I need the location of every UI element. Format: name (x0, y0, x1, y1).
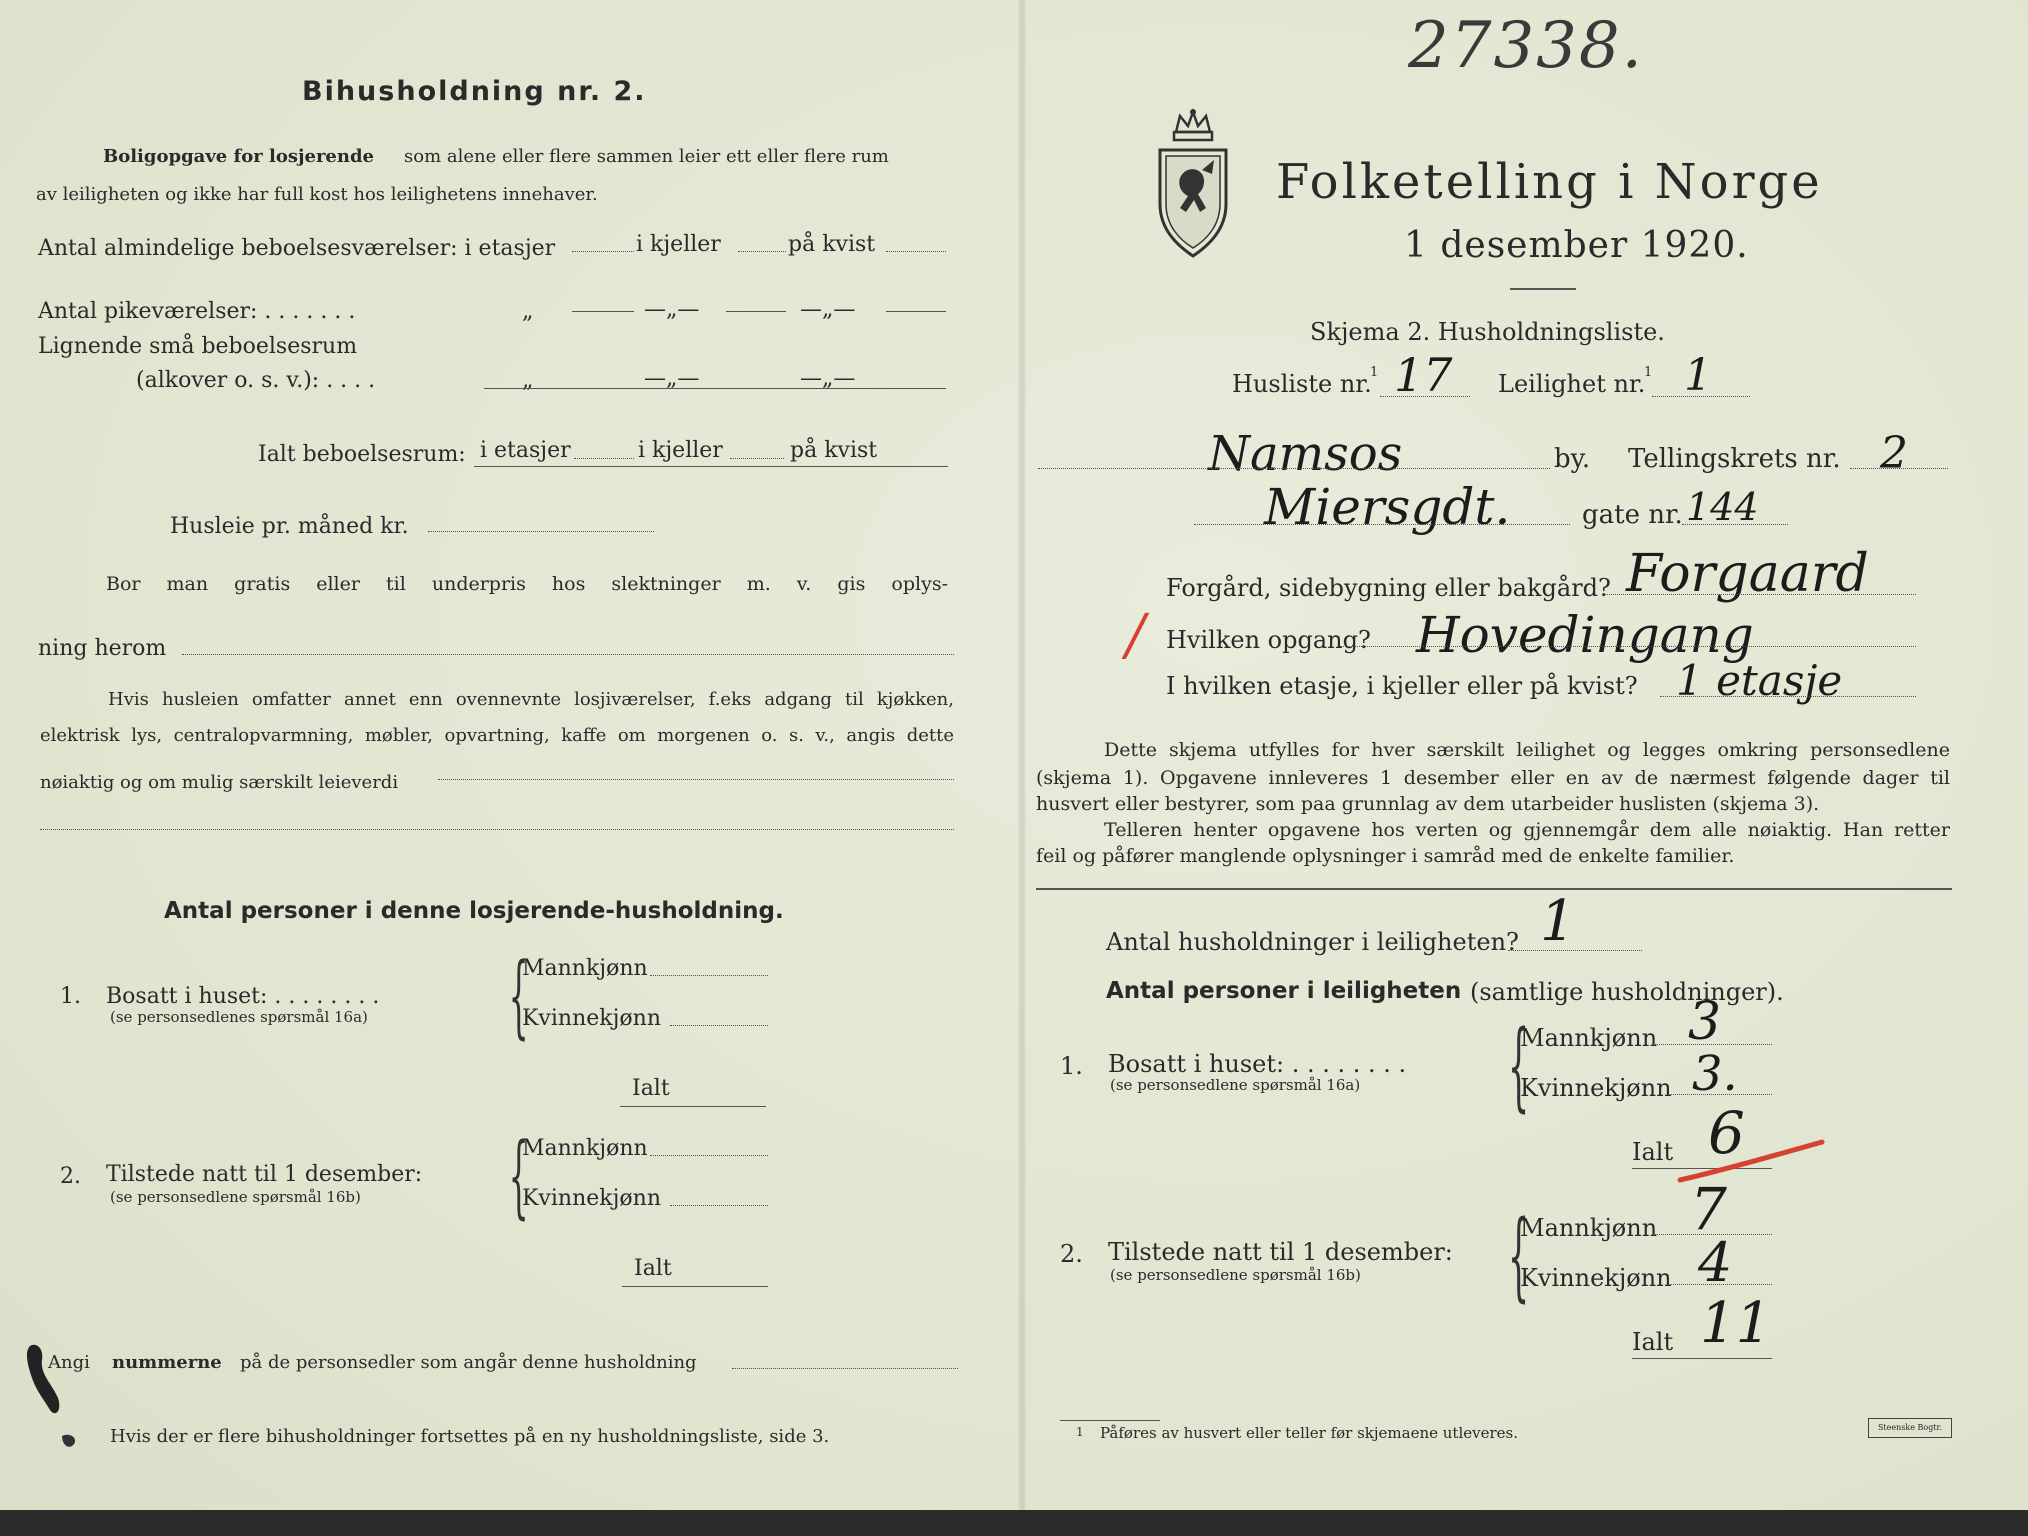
intro-line-2: av leiligheten og ikke har full kost hos leilighetens innehaver. (36, 184, 598, 205)
instr-line-3: husvert eller bestyrer, som paa grunnlag av dem utarbeider huslisten (skjema 3). (1036, 793, 1820, 815)
etasje-line (1660, 696, 1916, 697)
left-persons-heading: Antal personer i denne losjerende-husholdning. (164, 898, 784, 924)
footnote-rule (1060, 1420, 1160, 1421)
right-q2-kvinne-line (1668, 1284, 1772, 1285)
opgang-label: Hvilken opgang? (1166, 626, 1371, 654)
left-q1-ialt-label: Ialt (632, 1076, 670, 1101)
left-q1-ialt-line (620, 1106, 766, 1107)
intro-line-1: som alene eller flere sammen leier ett eller flere rum (404, 146, 889, 167)
town-value: Namsos (1208, 426, 1403, 482)
ialt-rooms-etasjer-line (574, 458, 634, 459)
extras-line-3-fill (438, 779, 954, 780)
intro-bold: Boligopgave for losjerende (103, 146, 375, 167)
left-q2-label: Tilstede natt til 1 desember: (106, 1162, 423, 1187)
right-q2-num: 2. (1060, 1240, 1083, 1268)
pike-dash-2: —„— (800, 297, 856, 322)
schema-line: Skjema 2. Husholdningsliste. (1310, 318, 1665, 346)
ialt-rooms-label: Ialt beboelsesrum: (258, 442, 466, 467)
krets-line (1850, 468, 1948, 469)
ialt-rooms-kvist: på kvist (790, 438, 878, 463)
gate-value: 144 (1686, 485, 1759, 529)
left-q2-brace: { (508, 1124, 529, 1229)
left-q2-kvinne-line (670, 1205, 768, 1206)
right-date: 1 desember 1920. (1404, 225, 1749, 266)
instr-line-4: Telleren henter opgavene hos verten og gjennemgår dem alle nøiaktig. Han retter (1104, 819, 1950, 841)
page-fold (1018, 0, 1026, 1510)
left-q2-mann-label: Mannkjønn (522, 1136, 648, 1161)
gratis-line (182, 654, 954, 655)
title-separator (1510, 288, 1576, 290)
extras-line-4 (40, 829, 954, 830)
right-q1-mann-label: Mannkjønn (1520, 1024, 1658, 1052)
gratis-line-1: Bor man gratis eller til underpris hos slektninger m. v. gis oplys- (106, 573, 948, 595)
right-q1-sub: (se personsedlene spørsmål 16a) (1110, 1076, 1361, 1094)
rooms-kjeller-label: i kjeller (636, 232, 721, 257)
right-q1-label: Bosatt i huset: . . . . . . . . (1108, 1050, 1407, 1078)
left-q1-mann-line (650, 975, 768, 976)
right-q1-ialt-label: Ialt (1632, 1138, 1674, 1166)
left-q1-brace: { (508, 944, 529, 1049)
forgaard-value: Forgaard (1626, 544, 1869, 604)
pike-line-1 (572, 311, 634, 312)
left-q1-num: 1. (60, 984, 81, 1009)
small-rooms-quote: „ (522, 368, 534, 393)
pike-quote: „ (522, 299, 534, 324)
right-q1-brace: { (1507, 1010, 1530, 1122)
street-value: Miersgdt. (1264, 478, 1511, 536)
husliste-line (1380, 396, 1470, 397)
persons-heading-bold: Antal personer i leiligheten (1106, 978, 1462, 1004)
instr-line-2: (skjema 1). Opgavene innleveres 1 desember eller en av de nærmest følgende dager til (1036, 767, 1950, 789)
archive-number: 27338. (1408, 9, 1644, 83)
rooms-etasjer-line (572, 251, 634, 252)
instr-line-5: feil og påfører manglende oplysninger i samråd med de enkelte familier. (1036, 845, 1735, 867)
households-line (1508, 950, 1642, 951)
left-q1-label: Bosatt i huset: . . . . . . . . (106, 984, 380, 1009)
right-q2-brace: { (1507, 1200, 1530, 1312)
rent-line (428, 531, 654, 532)
right-q2-ialt-label: Ialt (1632, 1328, 1674, 1356)
red-pencil-mark: / (1126, 603, 1145, 668)
gate-line (1682, 524, 1788, 525)
left-footer: Hvis der er flere bihusholdninger fortsettes på en ny husholdningsliste, side 3. (110, 1426, 830, 1447)
small-rooms-dash-1: —„— (644, 366, 700, 391)
pike-line-3 (886, 311, 946, 312)
leilighet-line (1652, 396, 1750, 397)
left-q2-mann-line (650, 1155, 768, 1156)
leilighet-value: 1 (1684, 350, 1712, 401)
right-q2-ialt-line (1632, 1358, 1772, 1359)
by-label: by. (1554, 444, 1591, 474)
numbers-line (732, 1368, 958, 1369)
printer-stamp: Steenske Bogtr. (1868, 1418, 1952, 1438)
pike-line-2 (726, 311, 786, 312)
rooms-kjeller-line (738, 251, 786, 252)
right-q2-kvinne-value: 4 (1698, 1231, 1733, 1294)
ialt-rooms-kjeller: i kjeller (638, 438, 723, 463)
left-q2-ialt-line (622, 1286, 768, 1287)
coat-of-arms-icon (1150, 108, 1236, 260)
small-rooms-line-2: (alkover o. s. v.): . . . . (136, 368, 376, 393)
numbers-pre: Angi (48, 1352, 90, 1373)
right-q1-ialt-value: 6 (1708, 1099, 1745, 1167)
ink-blot (22, 1340, 92, 1460)
right-q2-label: Tilstede natt til 1 desember: (1108, 1238, 1453, 1266)
rent-label: Husleie pr. måned kr. (170, 514, 409, 539)
right-q2-kvinne-label: Kvinnekjønn (1520, 1264, 1672, 1292)
right-q1-num: 1. (1060, 1052, 1083, 1080)
left-q2-sub: (se personsedlene spørsmål 16b) (110, 1188, 361, 1206)
instructions-separator (1036, 888, 1952, 890)
right-q1-kvinne-line (1668, 1094, 1772, 1095)
instr-line-1: Dette skjema utfylles for hver særskilt leilighet og legges omkring personsedlene (1104, 739, 1950, 761)
right-q1-kvinne-label: Kvinnekjønn (1520, 1074, 1672, 1102)
opgang-line (1340, 646, 1916, 647)
left-title: Bihusholdning nr. 2. (302, 76, 647, 107)
small-rooms-line-1: Lignende små beboelsesrum (38, 334, 358, 359)
rooms-label: Antal almindelige beboelsesværelser: i etasjer (38, 236, 556, 261)
extras-line-2: elektrisk lys, centralopvarmning, møbler, opvartning, kaffe om morgenen o. s. v., angis dette (40, 725, 954, 746)
right-title: Folketelling i Norge (1276, 154, 1823, 210)
footnote-text: Påføres av husvert eller teller før skjemaene utleveres. (1100, 1424, 1518, 1442)
footnote-mark: 1 (1076, 1425, 1084, 1439)
forgaard-label: Forgård, sidebygning eller bakgård? (1166, 574, 1611, 602)
ialt-rooms-underline (474, 466, 948, 467)
krets-label: Tellingskrets nr. (1628, 444, 1841, 474)
ialt-rooms-kjeller-line (730, 458, 784, 459)
households-label: Antal husholdninger i leiligheten? (1106, 928, 1519, 956)
left-q1-sub: (se personsedlenes spørsmål 16a) (110, 1008, 368, 1026)
left-q2-ialt-label: Ialt (634, 1256, 672, 1281)
street-line (1194, 524, 1570, 525)
krets-value: 2 (1880, 428, 1908, 479)
husliste-footnote-mark: 1 (1370, 365, 1379, 380)
numbers-rest: på de personsedler som angår denne husholdning (240, 1352, 697, 1373)
right-q1-mann-line (1652, 1044, 1772, 1045)
right-q1-kvinne-value: 3. (1692, 1046, 1738, 1102)
pike-dash-1: —„— (644, 297, 700, 322)
extras-line-1: Hvis husleien omfatter annet enn ovennevnte losjiværelser, f.eks adgang til kjøkken, (108, 689, 954, 710)
husliste-label: Husliste nr. (1232, 370, 1372, 398)
left-q1-mann-label: Mannkjønn (522, 956, 648, 981)
persons-heading-rest: (samtlige husholdninger). (1470, 978, 1784, 1006)
small-rooms-underline (484, 388, 946, 389)
opgang-value: Hovedingang (1416, 606, 1754, 664)
rooms-kvist-line (886, 251, 946, 252)
extras-line-3: nøiaktig og om mulig særskilt leieverdi (40, 772, 399, 793)
gate-label: gate nr. (1582, 500, 1683, 530)
left-q2-kvinne-label: Kvinnekjønn (522, 1186, 661, 1211)
gratis-line-2: ning herom (38, 636, 167, 661)
ialt-rooms-etasjer: i etasjer (480, 438, 571, 463)
left-q1-kvinne-line (670, 1025, 768, 1026)
husliste-value: 17 (1394, 348, 1453, 402)
households-value: 1 (1540, 889, 1576, 954)
etasje-label: I hvilken etasje, i kjeller eller på kvist? (1166, 672, 1638, 700)
right-q2-mann-value: 7 (1690, 1175, 1727, 1243)
etasje-value: 1 etasje (1676, 656, 1843, 705)
left-q2-num: 2. (60, 1164, 81, 1189)
right-q1-mann-value: 3 (1688, 992, 1722, 1052)
left-q1-kvinne-label: Kvinnekjønn (522, 1006, 661, 1031)
rooms-kvist-label: på kvist (788, 232, 876, 257)
town-line (1038, 468, 1550, 469)
right-q2-mann-label: Mannkjønn (1520, 1214, 1658, 1242)
numbers-bold: nummerne (112, 1352, 222, 1373)
small-rooms-dash-2: —„— (800, 366, 856, 391)
right-q2-sub: (se personsedlene spørsmål 16b) (1110, 1266, 1361, 1284)
forgaard-line (1604, 594, 1916, 595)
right-q2-ialt-value: 11 (1700, 1291, 1772, 1356)
leilighet-label: Leilighet nr. (1498, 370, 1646, 398)
pike-label: Antal pikeværelser: . . . . . . . (38, 299, 356, 324)
leilighet-footnote-mark: 1 (1644, 365, 1653, 380)
